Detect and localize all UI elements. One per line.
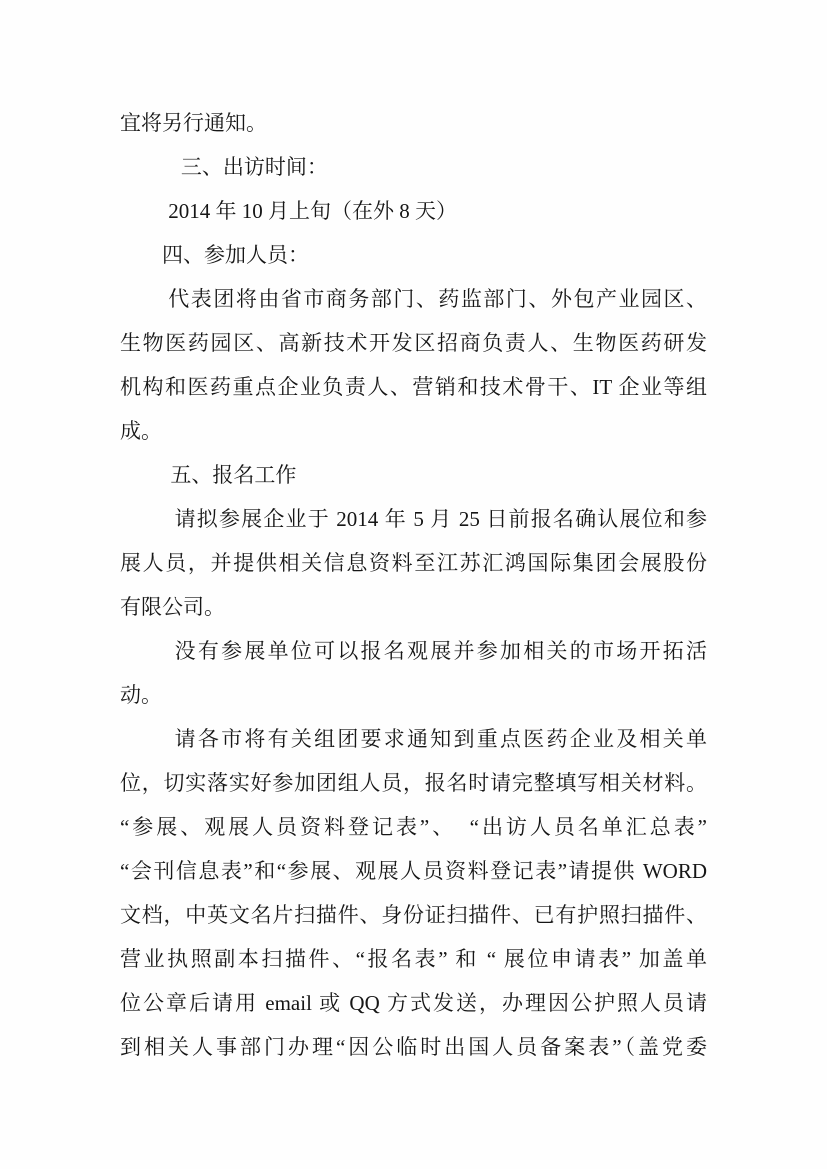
document-line: 四、参加人员： (162, 243, 309, 267)
document-line: 请各市将有关组团要求通知到重点医药企业及相关单 (174, 727, 707, 751)
document-line: “会刊信息表”和“参展、观展人员资料登记表”请提供 WORD (120, 859, 707, 883)
document-line: 生物医药园区、高新技术开发区招商负责人、生物医药研发 (120, 331, 707, 355)
document-line: 机构和医药重点企业负责人、营销和技术骨干、IT 企业等组 (120, 375, 707, 399)
document-body (120, 101, 707, 1069)
document-line: 三、出访时间： (180, 155, 328, 179)
document-line: 宜将另行通知。 (120, 111, 267, 135)
document-line: 成。 (120, 419, 162, 443)
document-line: “参展、观展人员资料登记表”、 “出访人员名单汇总表” (120, 815, 707, 839)
document-line: 位公章后请用 email 或 QQ 方式发送，办理因公护照人员请 (120, 991, 707, 1015)
document-line: 代表团将由省市商务部门、药监部门、外包产业园区、 (168, 287, 707, 311)
document-line: 2014 年 10 月上旬（在外 8 天） (168, 199, 458, 223)
document-line: 请拟参展企业于 2014 年 5 月 25 日前报名确认展位和参 (174, 507, 707, 531)
document-line: 营业执照副本扫描件、“报名表” 和 “ 展位申请表” 加盖单 (120, 947, 707, 971)
document-line: 展人员，并提供相关信息资料至江苏汇鸿国际集团会展股份 (120, 551, 707, 575)
document-line: 没有参展单位可以报名观展并参加相关的市场开拓活 (174, 639, 707, 663)
document-line: 到相关人事部门办理“因公临时出国人员备案表”（盖党委 (120, 1035, 707, 1059)
document-line: 动。 (120, 683, 162, 707)
document-line: 五、报名工作 (170, 463, 297, 487)
document-line: 位，切实落实好参加团组人员，报名时请完整填写相关材料。 (120, 771, 707, 795)
document-line: 文档，中英文名片扫描件、身份证扫描件、已有护照扫描件、 (120, 903, 707, 927)
document-line: 有限公司。 (120, 595, 225, 619)
